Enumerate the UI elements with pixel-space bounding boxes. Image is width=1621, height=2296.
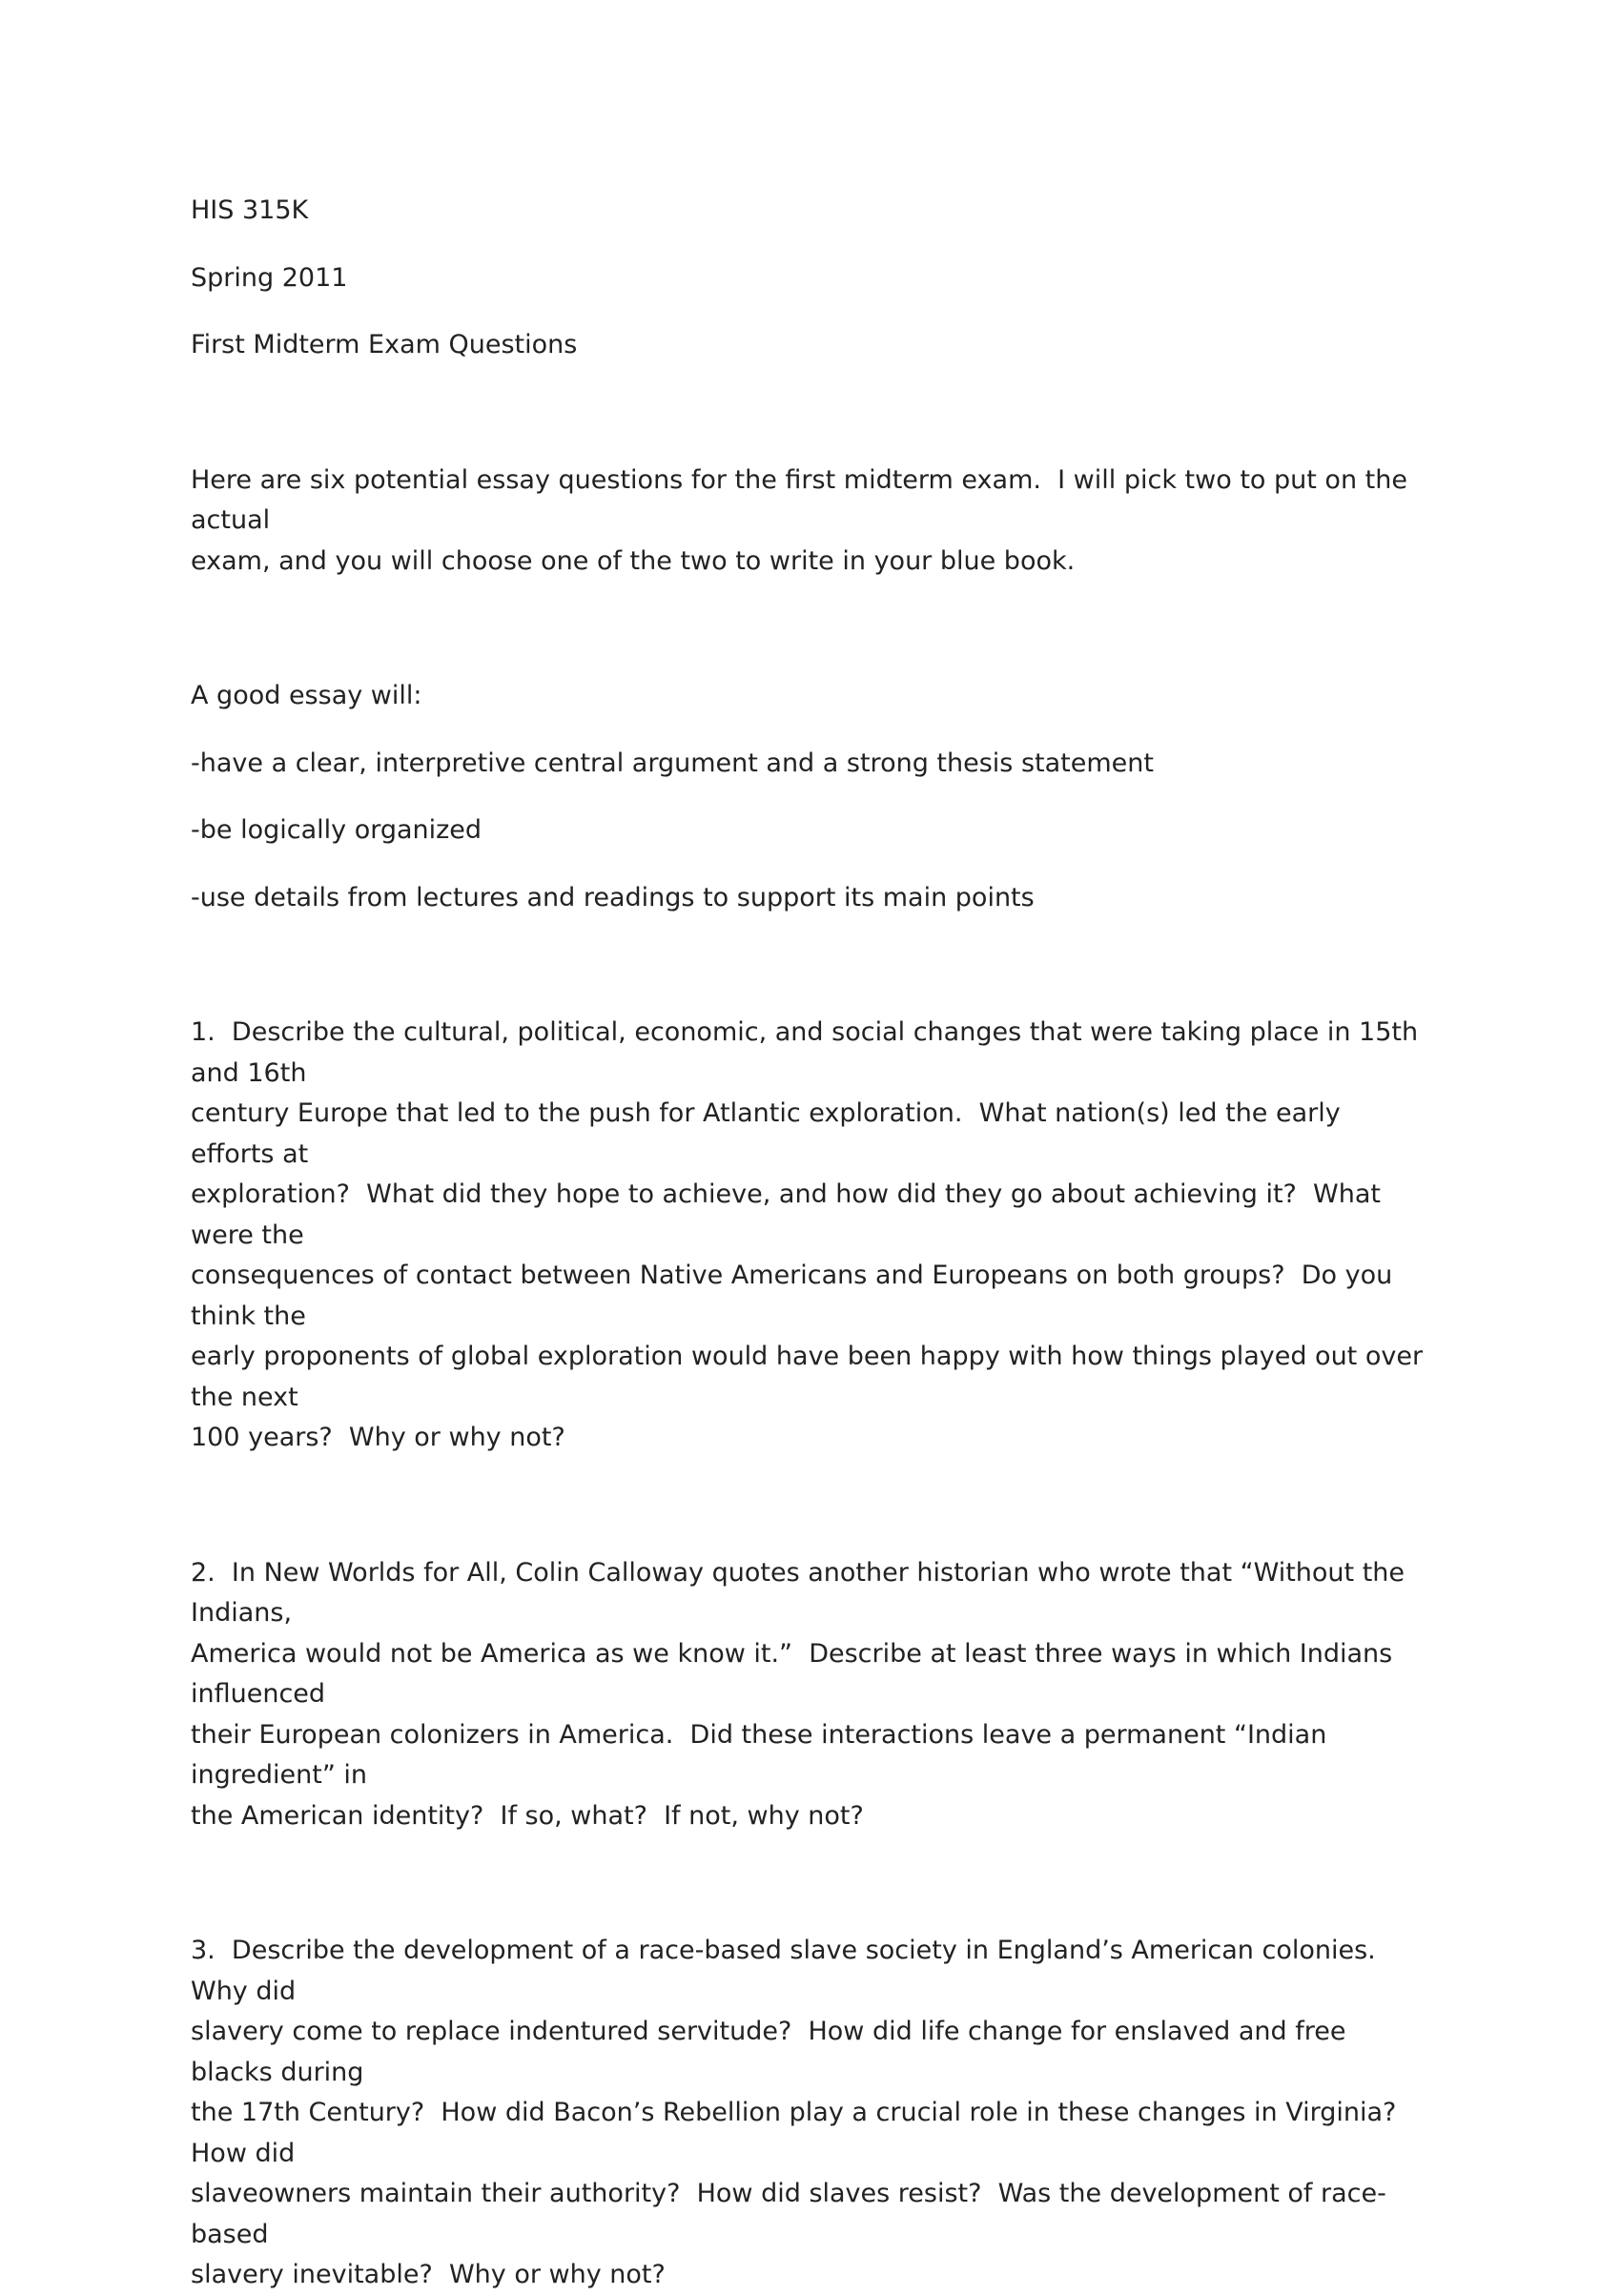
document-page [191,191,1430,2296]
question-3 [191,1931,1430,2296]
question-1 [191,1013,1430,1459]
criteria-item: -have a clear, interpretive central argument and a strong thesis statement [191,748,1154,778]
question-line: slavery inevitable? Why or why not? [191,2260,666,2289]
question-line: America would not be America as we know it.” Describe at least three ways in which Indians influenced [191,1638,1401,1709]
question-line: early proponents of global exploration would have been happy with how things played out over the next [191,1342,1431,1412]
question-line: the American identity? If so, what? If not, why not? [191,1800,864,1831]
question-2 [191,1553,1430,1837]
question-line: century Europe that led to the push for Atlantic exploration. What nation(s) led the early efforts at [191,1098,1349,1169]
intro-line: exam, and you will choose one of the two to write in your blue book. [191,545,1076,576]
question-line: consequences of contact between Native Americans and Europeans on both groups? Do you think the [191,1261,1401,1331]
criteria-item: -be logically organized [191,815,482,845]
question-line: 1. Describe the cultural, political, economic, and social changes that were taking place in 15th and 16th [191,1017,1426,1088]
question-line: their European colonizers in America. Did these interactions leave a permanent “Indian ingredient” in [191,1719,1335,1790]
question-line: slaveowners maintain their authority? How did slaves resist? Was the development of race-based [191,2179,1386,2249]
criteria-heading: A good essay will: [191,681,422,710]
document-title: First Midterm Exam Questions [191,330,578,359]
question-line: 3. Describe the development of a race-based slave society in England’s American colonies. Why did [191,1936,1392,2006]
intro-line: Here are six potential essay questions for the first midterm exam. I will pick two to put on the actual [191,464,1416,535]
question-line: 2. In New Worlds for All, Colin Calloway quotes another historian who wrote that “Without the Indians, [191,1557,1413,1628]
term: Spring 2011 [191,262,348,293]
question-line: slavery come to replace indentured servitude? How did life change for enslaved and free blacks during [191,2017,1355,2087]
question-line: the 17th Century? How did Bacon’s Rebellion play a crucial role in these changes in Virginia? How did [191,2098,1413,2168]
intro-paragraph [191,461,1430,583]
question-line: 100 years? Why or why not? [191,1423,565,1452]
course-code: HIS 315K [191,195,309,225]
question-line: exploration? What did they hope to achieve, and how did they go about achieving it? What were the [191,1179,1389,1250]
criteria-item: -use details from lectures and readings to support its main points [191,882,1035,912]
